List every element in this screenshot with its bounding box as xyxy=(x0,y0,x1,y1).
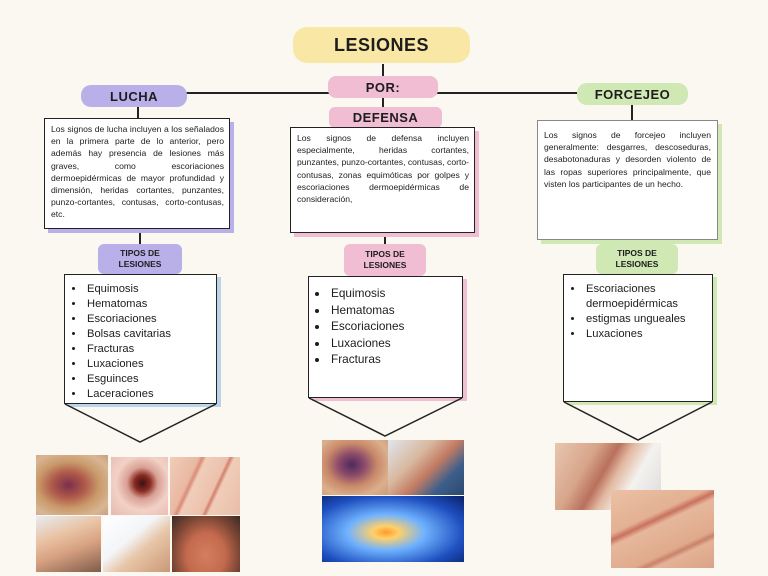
photo-scratches xyxy=(170,457,240,515)
list-item: • Luxaciones xyxy=(329,335,462,352)
photo-elbow-abrasion xyxy=(388,440,464,495)
list-item: • Equimosis xyxy=(329,285,462,302)
types-label-forcejeo: TIPOS DE LESIONES xyxy=(596,244,678,274)
description-forcejeo: Los signos de forcejeo incluyen generalmente: desgarres, descoseduras, desabotonaduras y desorden violento de las ropas superiores principalmente, que visten los participantes de un hecho. xyxy=(537,120,718,240)
connector-label: POR: xyxy=(328,76,438,98)
chevron-defensa xyxy=(309,398,462,436)
photo-torso xyxy=(172,516,240,572)
photo-scratch-skin xyxy=(611,490,714,568)
photo-swollen-ankle xyxy=(36,516,101,572)
types-label-defensa: TIPOS DE LESIONES xyxy=(344,244,426,276)
list-item: • Equimosis xyxy=(85,282,216,297)
category-header-forcejeo: FORCEJEO xyxy=(577,83,688,105)
description-defensa: Los signos de defensa incluyen especialmente, heridas cortantes, punzantes, punzo-cortantes, contusas, corto-contusas, zonas equimóticas por golpes y escoriaciones dermoepidérmicas de consideración, xyxy=(290,127,475,233)
list-item: • Escoriaciones dermoepidérmicas xyxy=(584,282,712,312)
list-item: • Hematomas xyxy=(329,302,462,319)
list-item: • Fracturas xyxy=(329,351,462,368)
photo-shoulder-xray xyxy=(322,496,464,562)
photo-foot xyxy=(103,516,170,572)
photo-bruise xyxy=(36,455,108,515)
list-item: • Fracturas xyxy=(85,342,216,357)
list-item: • Laceraciones xyxy=(85,387,216,402)
main-title: LESIONES xyxy=(293,27,470,63)
list-item: • Escoriaciones xyxy=(85,312,216,327)
description-lucha: Los signos de lucha incluyen a los señalados en la primera parte de lo anterior, pero además hay presencia de lesiones más graves, como escoriaciones dermoepidérmicas de mayor profundidad y dimensión, heridas cortantes, punzantes, punzo-cortantes, contusas, corto-contusas, etc. xyxy=(44,118,230,229)
list-item: • Escoriaciones xyxy=(329,318,462,335)
chevron-lucha xyxy=(65,404,216,442)
list-item: • Luxaciones xyxy=(584,327,712,342)
list-item: • Esguinces xyxy=(85,372,216,387)
category-header-lucha: LUCHA xyxy=(81,85,187,107)
chevron-forcejeo xyxy=(564,402,712,440)
list-item: • Luxaciones xyxy=(85,357,216,372)
photo-hematoma xyxy=(322,440,388,495)
category-header-defensa: DEFENSA xyxy=(329,107,442,128)
list-item: • estigmas ungueales xyxy=(584,312,712,327)
list-item: • Bolsas cavitarias xyxy=(85,327,216,342)
list-item: • Hematomas xyxy=(85,297,216,312)
types-label-lucha: TIPOS DE LESIONES xyxy=(98,244,182,274)
photo-wound xyxy=(111,457,168,515)
